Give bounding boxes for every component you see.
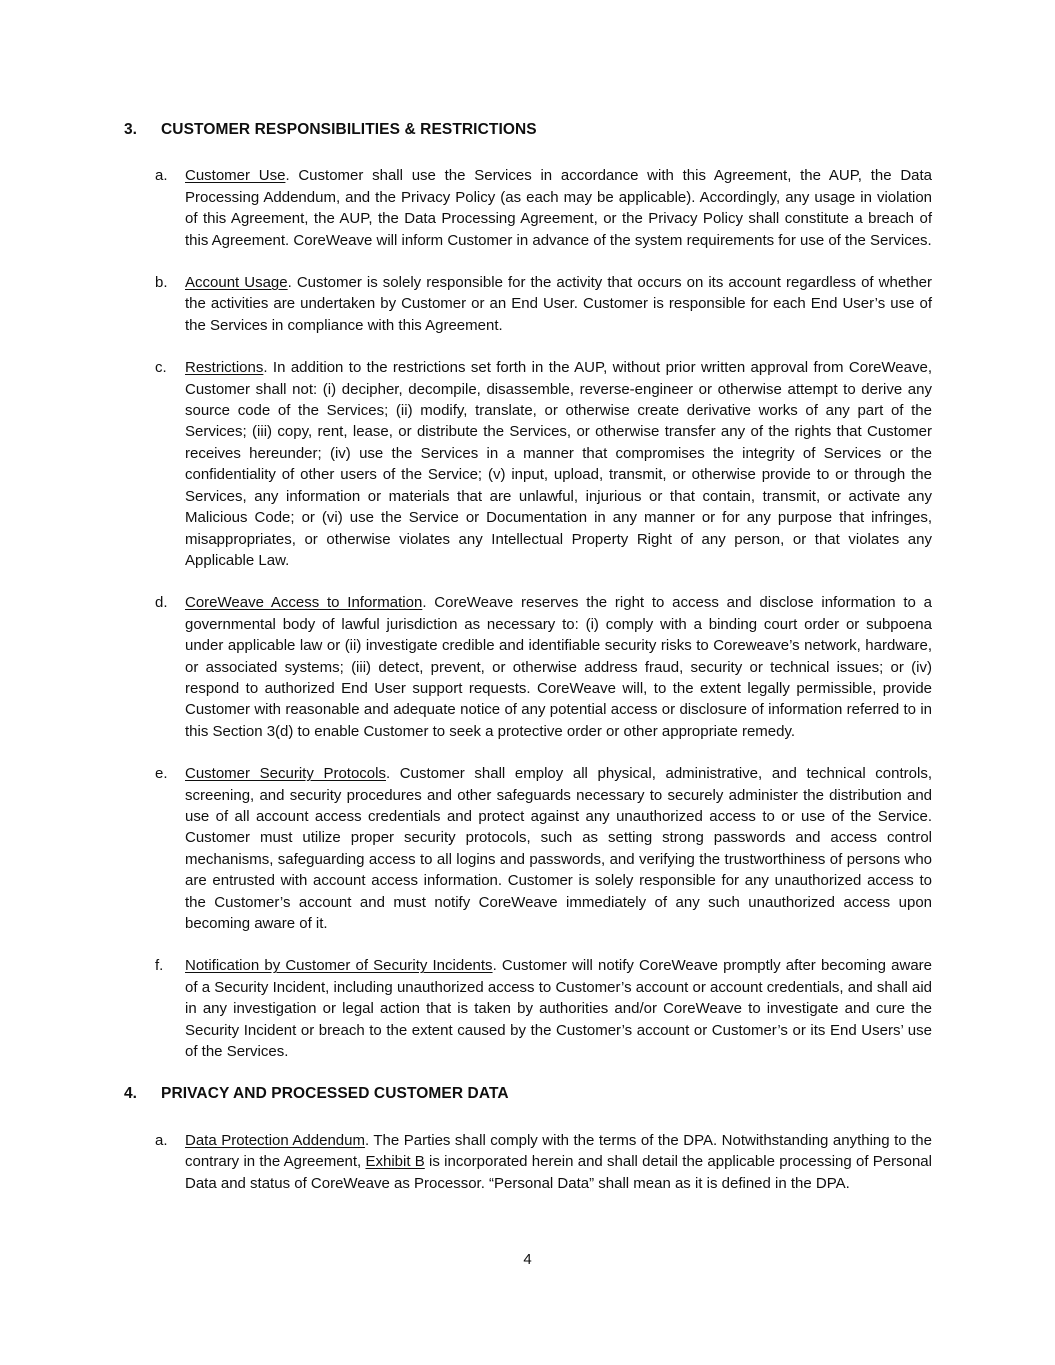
item-paragraph	[185, 1130, 932, 1194]
list-item	[155, 165, 932, 251]
item-paragraph	[185, 357, 932, 571]
section	[124, 1083, 932, 1194]
item-paragraph	[185, 763, 932, 934]
list-item	[155, 763, 932, 934]
paragraph-text: . The Parties shall comply with the terms of the DPA. Notwithstanding anything to the contrary in the Agreement,	[185, 1131, 932, 1171]
item-paragraph	[185, 272, 932, 336]
underlined-lead: Customer Security Protocols	[185, 765, 386, 783]
paragraph-text: . In addition to the restrictions set forth in the AUP, without prior written approval from CoreWeave, Customer shall not: (i) decipher, decompile, disassemble, reverse-engineer or otherwise attempt to derive any source code of the Services; (ii) modify, translate, or otherwise create derivative works of any part of the Services; (iii) copy, rent, lease, or distribute the Services, or otherwise transfer any of the rights that Customer receives hereunder; (iv) use the Services in a manner that compromises the integrity of Services or the confidentiality of other users of the Service; (v) input, upload, transmit, or otherwise provide to or through the Services, any information or materials that are unlawful, injurious or that contain, transmit, or activate any Malicious Code; or (vi) use the Service or Documentation in any manner or for any purpose that infringes, misappropriates, or otherwise violates any Intellectual Property Right of any person, or that violates any Applicable Law.	[185, 359, 932, 569]
item-paragraph	[185, 165, 932, 251]
item-letter: a.	[155, 1131, 168, 1149]
underlined-lead: Notification by Customer of Security Incidents	[185, 957, 493, 975]
item-letter: f.	[155, 957, 164, 975]
item-letter: d.	[155, 594, 168, 612]
paragraph-text: . Customer shall employ all physical, administrative, and technical controls, screening, and security procedures and other safeguards necessary to securely administer the distribution and use of all account access credentials and protect against any unauthorized access to or use of the Service. Customer must utilize proper security protocols, such as setting strong passwords and access control mechanisms, safeguarding access to all logins and passwords, and verifying the trustworthiness of persons who are entrusted with account access information. Customer is solely responsible for any unauthorized access to the Customer’s account and must notify CoreWeave immediately of any such unauthorized access upon becoming aware of it.	[185, 765, 932, 932]
paragraph-text: . CoreWeave reserves the right to access and disclose information to a governmental body of lawful jurisdiction as necessary to: (i) comply with a binding court order or subpoena under applicable law or (ii) investigate credible and identifiable security risks to Coreweave’s network, hardware, or associated systems; (iii) detect, prevent, or otherwise address fraud, security or technical issues; or (iv) respond to authorized End User support requests. CoreWeave will, to the extent legally permissible, provide Customer with reasonable and adequate notice of any potential access or disclosure of information referred to in this Section 3(d) to enable Customer to seek a protective order or other appropriate remedy.	[185, 594, 932, 740]
underlined-lead: Data Protection Addendum	[185, 1131, 365, 1149]
list-item	[155, 592, 932, 742]
underlined-lead: Restrictions	[185, 359, 264, 377]
underlined-lead: Exhibit B	[365, 1153, 425, 1171]
page-number: 4	[523, 1251, 532, 1268]
underlined-lead: CoreWeave Access to Information	[185, 594, 423, 612]
item-paragraph	[185, 592, 932, 742]
section-title: CUSTOMER RESPONSIBILITIES & RESTRICTIONS	[161, 121, 537, 138]
item-letter: a.	[155, 167, 168, 185]
underlined-lead: Account Usage	[185, 274, 288, 292]
list-item	[155, 1130, 932, 1194]
list-item	[155, 357, 932, 571]
section-number: 3.	[124, 121, 137, 138]
item-letter: b.	[155, 274, 168, 292]
document-content	[124, 119, 932, 1215]
list-item	[155, 272, 932, 336]
section	[124, 119, 932, 1062]
paragraph-text: . Customer will notify CoreWeave promptly after becoming aware of a Security Incident, including unauthorized access to Customer’s account or account credentials, and shall aid in any investigation or legal action that is taken by authorities and/or CoreWeave to investigate and cure the Security Incident or breach to the extent caused by the Customer’s account or Customer’s or its End Users’ use of the Services.	[185, 957, 932, 1061]
underlined-lead: Customer Use	[185, 167, 286, 185]
paragraph-text: . Customer is solely responsible for the activity that occurs on its account regardless of whether the activities are undertaken by Customer or an End User. Customer is responsible for each End User’s use of the Services in compliance with this Agreement.	[185, 274, 933, 334]
list-item	[155, 955, 932, 1062]
section-title: PRIVACY AND PROCESSED CUSTOMER DATA	[161, 1085, 509, 1103]
item-paragraph	[185, 955, 932, 1062]
section-number: 4.	[124, 1085, 137, 1103]
paragraph-text: is incorporated herein and shall detail the applicable processing of Personal Data and status of CoreWeave as Processor. “Personal Data” shall mean as it is defined in the DPA.	[185, 1153, 932, 1192]
item-letter: c.	[155, 359, 167, 377]
section-heading	[124, 1083, 932, 1104]
section-heading	[124, 119, 932, 140]
paragraph-text: . Customer shall use the Services in accordance with this Agreement, the AUP, the Data Processing Addendum, and the Privacy Policy (as each may be applicable). Accordingly, any usage in violation of this Agreement, the AUP, the Data Processing Agreement, or the Privacy Policy shall constitute a breach of this Agreement. CoreWeave will inform Customer in advance of the system requirements for use of the Services.	[185, 167, 932, 249]
item-letter: e.	[155, 765, 168, 783]
